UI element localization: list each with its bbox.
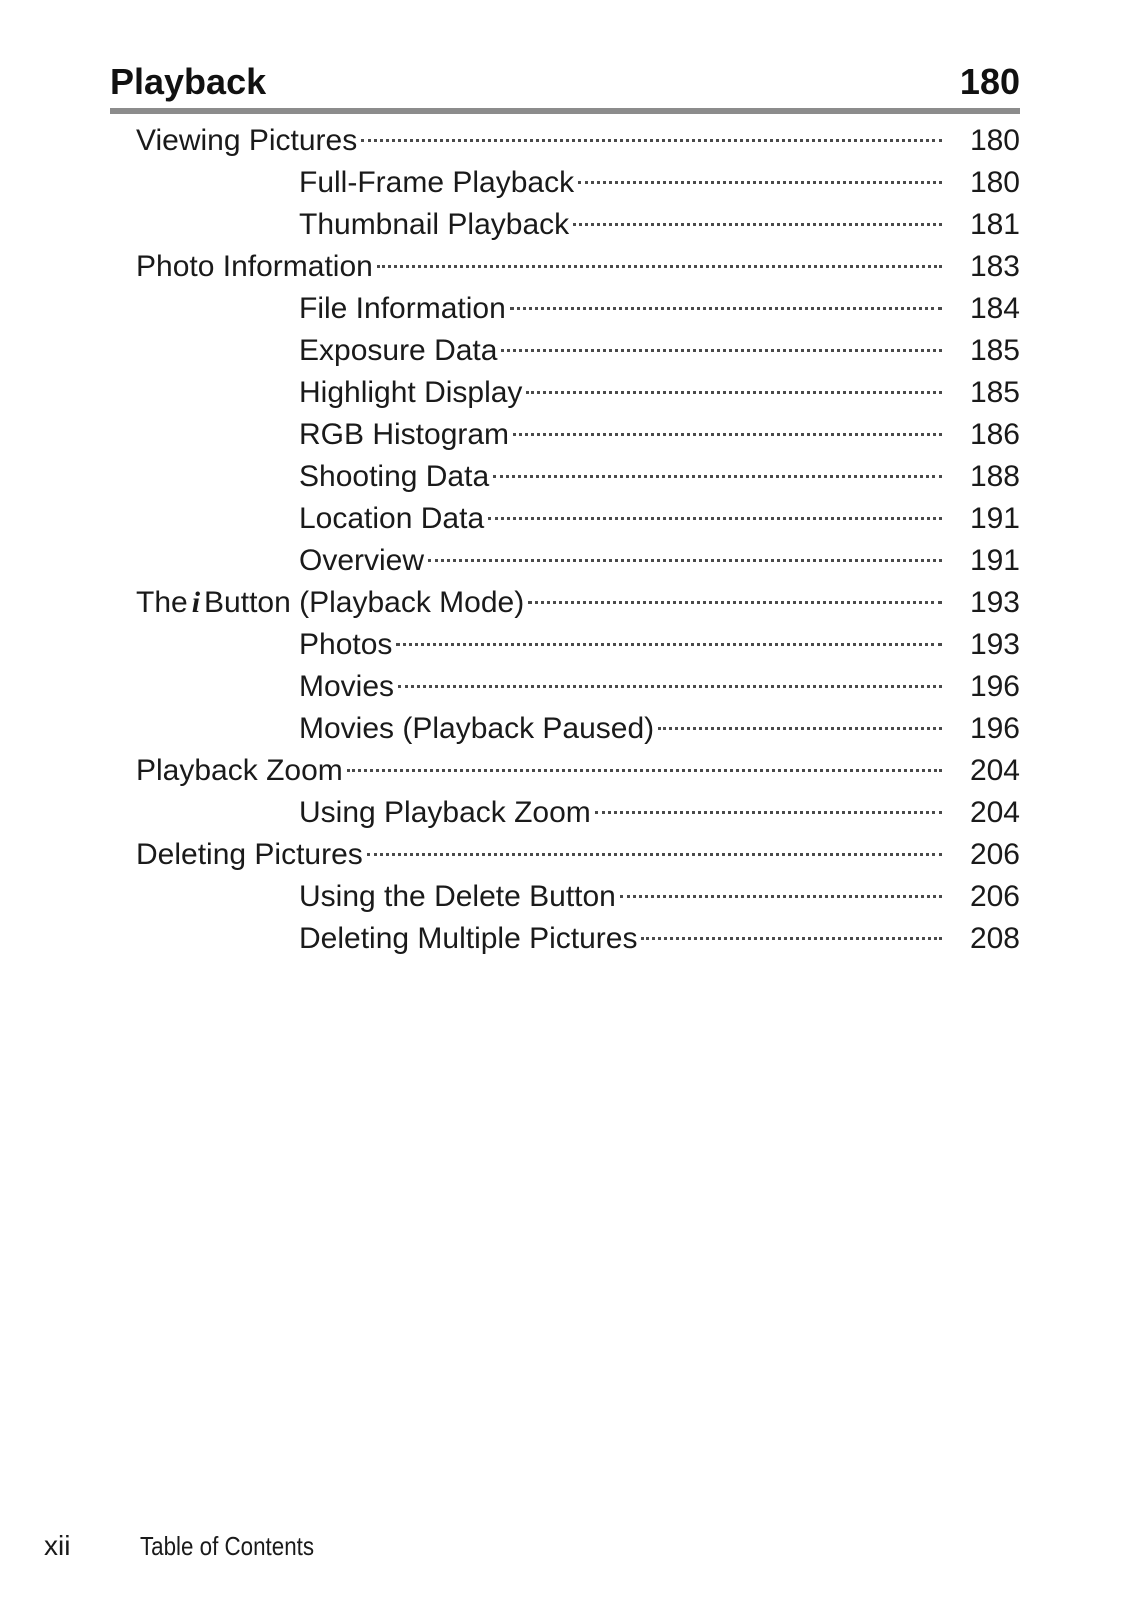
toc-entry-label: Playback Zoom <box>136 754 343 787</box>
dot-leader <box>347 769 942 772</box>
dot-leader <box>361 139 942 142</box>
toc-entry-label: Full-Frame Playback <box>299 166 575 199</box>
toc-entry-page: 196 <box>969 670 1020 703</box>
toc-entry-page: 206 <box>969 880 1020 913</box>
toc-entry-using-playback-zoom[interactable] <box>0 792 1136 834</box>
toc-entry-label: Exposure Data <box>299 334 498 367</box>
toc-entry-label: Highlight Display <box>299 376 523 409</box>
toc-entry-page: 186 <box>969 418 1020 451</box>
toc-entry-page: 193 <box>969 586 1020 619</box>
section-page-number: 180 <box>959 61 1020 102</box>
toc-entry-page: 191 <box>969 502 1020 535</box>
toc-entry-label: Location Data <box>299 502 485 535</box>
toc-entry-page: 208 <box>969 922 1020 955</box>
dot-leader <box>398 685 942 688</box>
dot-leader <box>641 937 942 940</box>
i-button-icon: i <box>191 586 201 619</box>
toc-entry-page: 193 <box>969 628 1020 661</box>
toc-entry-page: 188 <box>969 460 1020 493</box>
page-footer <box>44 1530 342 1570</box>
dot-leader <box>513 433 942 436</box>
toc-entry-file-information[interactable] <box>0 288 1136 330</box>
dot-leader <box>620 895 942 898</box>
toc-entry-label: File Information <box>299 292 506 325</box>
section-title: Playback <box>110 61 267 102</box>
toc-entry-page: 206 <box>969 838 1020 871</box>
toc-entry-shooting-data[interactable] <box>0 456 1136 498</box>
footer-page-number: xii <box>44 1530 71 1561</box>
toc-entry-label: Photo Information <box>136 250 373 283</box>
toc-entry-using-the-delete-button[interactable] <box>0 876 1136 918</box>
toc-entry-movies[interactable] <box>0 666 1136 708</box>
toc-entry-i-button-playback-mode[interactable] <box>0 582 1136 624</box>
dot-leader <box>658 727 942 730</box>
toc-entry-label: Deleting Pictures <box>136 838 363 871</box>
toc-entry-page: 196 <box>969 712 1020 745</box>
dot-leader <box>526 391 942 394</box>
toc-entry-thumbnail-playback[interactable] <box>0 204 1136 246</box>
dot-leader <box>377 265 942 268</box>
toc-entry-page: 191 <box>969 544 1020 577</box>
dot-leader <box>528 601 942 604</box>
toc-entry-highlight-display[interactable] <box>0 372 1136 414</box>
toc-entry-rgb-histogram[interactable] <box>0 414 1136 456</box>
toc-entry-label: Movies <box>299 670 395 703</box>
toc-entry-page: 180 <box>969 166 1020 199</box>
toc-entry-page: 180 <box>969 124 1020 157</box>
toc-entry-label: Thumbnail Playback <box>299 208 570 241</box>
dot-leader <box>428 559 942 562</box>
toc-entry-page: 184 <box>969 292 1020 325</box>
dot-leader <box>578 181 942 184</box>
toc-entry-page: 204 <box>969 796 1020 829</box>
toc-entry-deleting-pictures[interactable] <box>0 834 1136 876</box>
toc-entry-playback-zoom[interactable] <box>0 750 1136 792</box>
toc-entry-label-prefix: The <box>136 586 188 619</box>
footer-title: Table of Contents <box>140 1531 315 1561</box>
dot-leader <box>595 811 942 814</box>
dot-leader <box>367 853 942 856</box>
toc-entry-page: 185 <box>969 334 1020 367</box>
toc-entry-deleting-multiple-pictures[interactable] <box>0 918 1136 960</box>
toc-entry-photo-information[interactable] <box>0 246 1136 288</box>
toc-entry-location-data[interactable] <box>0 498 1136 540</box>
toc-entry-exposure-data[interactable] <box>0 330 1136 372</box>
toc-entry-label: RGB Histogram <box>299 418 510 451</box>
toc-entry-movies-playback-paused[interactable] <box>0 708 1136 750</box>
dot-leader <box>493 475 942 478</box>
toc-entry-label: Viewing Pictures <box>136 124 358 157</box>
toc-entry-label: Photos <box>299 628 393 661</box>
toc-entry-overview[interactable] <box>0 540 1136 582</box>
dot-leader <box>501 349 942 352</box>
toc-entry-page: 204 <box>969 754 1020 787</box>
toc-entry-label: Using Playback Zoom <box>299 796 591 829</box>
dot-leader <box>488 517 942 520</box>
toc-entry-page: 185 <box>969 376 1020 409</box>
toc-entry-page: 181 <box>969 208 1020 241</box>
dot-leader <box>510 307 942 310</box>
dot-leader <box>396 643 942 646</box>
toc-entry-label: Shooting Data <box>299 460 490 493</box>
toc-entry-label: Using the Delete Button <box>299 880 616 913</box>
toc-entry-page: 183 <box>969 250 1020 283</box>
toc-entry-label <box>136 582 524 624</box>
toc-entry-label: Movies (Playback Paused) <box>299 712 655 745</box>
toc-entry-label: Overview <box>299 544 425 577</box>
toc-entry-label-suffix: Button (Playback Mode) <box>204 586 525 619</box>
dot-leader <box>573 223 942 226</box>
toc-entry-full-frame-playback[interactable] <box>0 162 1136 204</box>
toc-entry-label: Deleting Multiple Pictures <box>299 922 638 955</box>
toc-entry-photos[interactable] <box>0 624 1136 666</box>
section-header <box>110 52 1020 114</box>
table-of-contents <box>0 120 1136 960</box>
toc-entry-viewing-pictures[interactable] <box>0 120 1136 162</box>
